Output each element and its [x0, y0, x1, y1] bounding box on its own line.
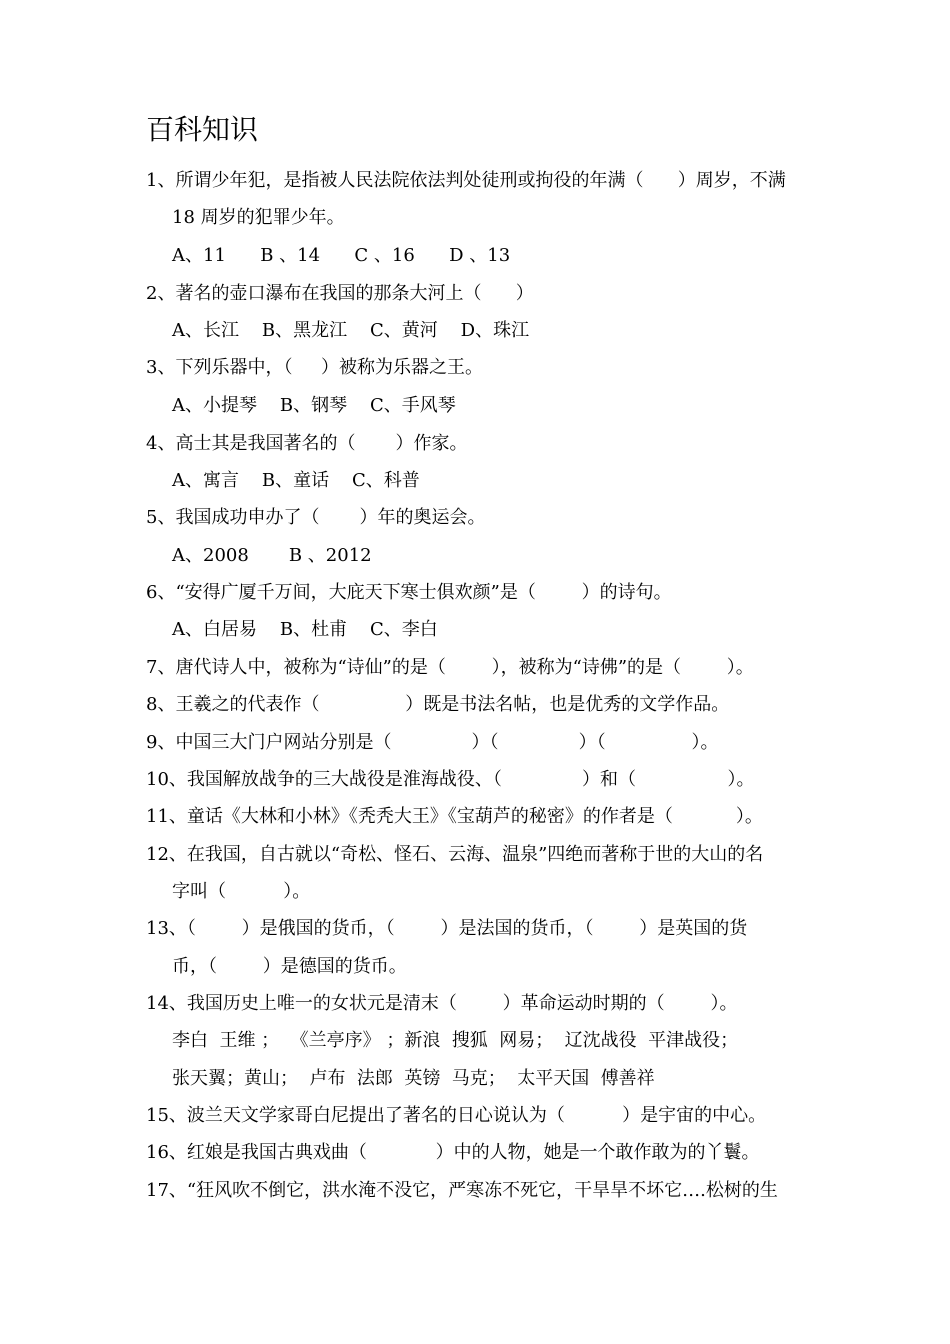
question-7: 7、唐代诗人中，被称为“诗仙”的是（ ），被称为“诗佛”的是（ ）。 — [146, 657, 754, 678]
question-1-line-2: 18 周岁的犯罪少年。 — [172, 207, 345, 228]
question-16: 16、红娘是我国古典戏曲（ ）中的人物，她是一个敢作敢为的丫鬟。 — [146, 1142, 760, 1163]
answer-key-line-1: 李白 王维 ； 《兰亭序》 ；新浪 搜狐 网易； 辽沈战役 平津战役； — [172, 1030, 739, 1051]
question-2-options: A、长江 B、黑龙江 C、黄河 D、珠江 — [172, 320, 530, 341]
question-9: 9、中国三大门户网站分别是（ ）（ ）（ ）。 — [146, 732, 719, 753]
question-15: 15、波兰天文学家哥白尼提出了著名的日心说认为（ ）是宇宙的中心。 — [146, 1105, 767, 1126]
question-13-line-2: 币，（ ）是德国的货币。 — [172, 956, 407, 977]
answer-key-line-2: 张天翼；黄山； 卢布 法郎 英镑 马克； 太平天国 傅善祥 — [172, 1068, 655, 1089]
question-5: 5、我国成功申办了（ ）年的奥运会。 — [146, 507, 486, 528]
question-8: 8、王羲之的代表作（ ）既是书法名帖，也是优秀的文学作品。 — [146, 694, 730, 715]
question-5-options: A、2008 B 、2012 — [172, 545, 372, 566]
question-6-options: A、白居易 B、杜甫 C、李白 — [172, 619, 438, 640]
question-17: 17、“狂风吹不倒它，洪水淹不没它，严寒冻不死它，干旱旱不坏它….松树的生 — [146, 1180, 778, 1201]
question-6: 6、“安得广厦千万间，大庇天下寒士俱欢颜”是（ ）的诗句。 — [146, 582, 672, 603]
question-11: 11、童话《大林和小林》《秃秃大王》《宝葫芦的秘密》的作者是（ ）。 — [146, 806, 763, 827]
question-3-options: A、小提琴 B、钢琴 C、手风琴 — [172, 395, 456, 416]
question-4: 4、高士其是我国著名的（ ）作家。 — [146, 433, 468, 454]
question-12-line-2: 字叫（ ）。 — [172, 881, 311, 902]
question-4-options: A、寓言 B、童话 C、科普 — [172, 470, 420, 491]
question-1-line-1: 1、所谓少年犯，是指被人民法院依法判处徒刑或拘役的年满（ ）周岁，不满 — [146, 170, 786, 191]
question-14: 14、我国历史上唯一的女状元是清末（ ）革命运动时期的（ ）。 — [146, 993, 738, 1014]
question-3: 3、下列乐器中，（ ）被称为乐器之王。 — [146, 357, 484, 378]
question-1-options: A、11 B 、14 C 、16 D 、13 — [172, 245, 511, 266]
question-10: 10、我国解放战争的三大战役是淮海战役、（ ）和（ ）。 — [146, 769, 755, 790]
question-12-line-1: 12、在我国，自古就以“奇松、怪石、云海、温泉”四绝而著称于世的大山的名 — [146, 844, 764, 865]
question-13-line-1: 13、（ ）是俄国的货币，（ ）是法国的货币，（ ）是英国的货 — [146, 918, 748, 939]
page-title: 百科知识 — [146, 113, 259, 146]
question-2: 2、著名的壶口瀑布在我国的那条大河上（ ） — [146, 283, 534, 304]
